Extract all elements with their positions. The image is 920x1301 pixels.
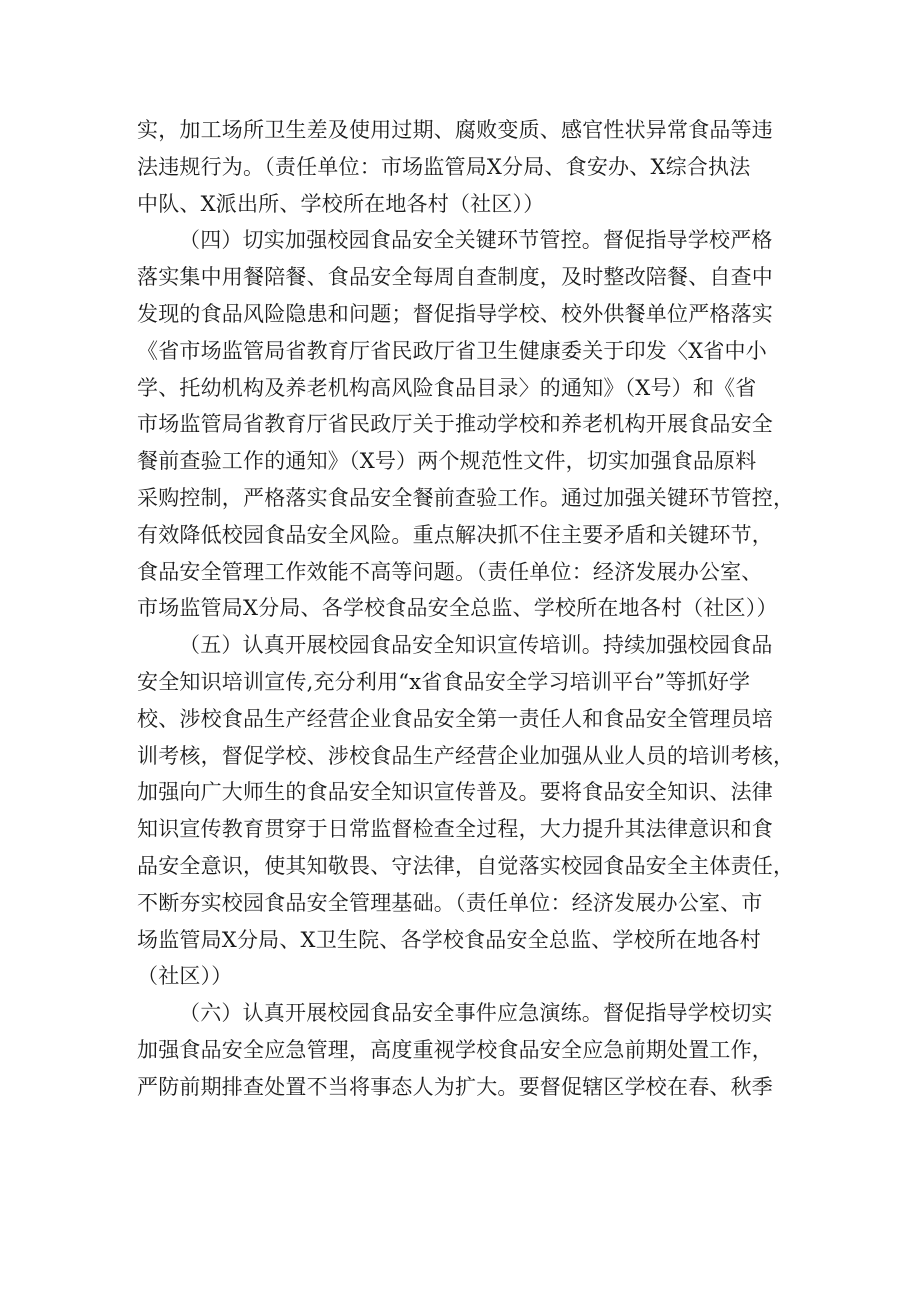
document-body — [137, 112, 809, 1106]
text-line: 采购控制，严格落实食品安全餐前查验工作。通过加强关键环节管控， — [137, 485, 795, 510]
text-line: 场监管局X分局、X卫生院、各学校食品安全总监、学校所在地各村 — [137, 927, 761, 952]
text-line: 餐前查验工作的通知》（X号）两个规范性文件，切实加强食品原料 — [137, 449, 757, 474]
text-line: 食品安全管理工作效能不高等问题。（责任单位：经济发展办公室、 — [137, 559, 763, 584]
text-line: 加强食品安全应急管理，高度重视学校食品安全应急前期处置工作， — [137, 1037, 773, 1062]
text-line: 发现的食品风险隐患和问题；督促指导学校、校外供餐单位严格落实 — [137, 301, 773, 326]
text-line: 落实集中用餐陪餐、食品安全每周自查制度，及时整改陪餐、自查中 — [137, 265, 773, 290]
paragraph-first-line: （六）认真开展校园食品安全事件应急演练。督促指导学校切实 — [179, 1001, 773, 1026]
text-line: 有效降低校园食品安全风险。重点解决抓不住主要矛盾和关键环节， — [137, 522, 773, 547]
text-line: 市场监管局X分局、各学校食品安全总监、学校所在地各村（社区）） — [137, 596, 778, 621]
text-line: （社区）） — [137, 964, 233, 989]
paragraph-first-line: （四）切实加强校园食品安全关键环节管控。督促指导学校严格 — [179, 228, 773, 253]
text-line: 严防前期排查处置不当将事态人为扩大。要督促辖区学校在春、秋季 — [137, 1074, 773, 1099]
text-line: 校、涉校食品生产经营企业食品安全第一责任人和食品安全管理员培 — [137, 706, 773, 731]
text-line: 法违规行为。（责任单位：市场监管局X分局、食安办、X综合执法 — [137, 154, 751, 179]
text-line: 实，加工场所卫生差及使用过期、腐败变质、感官性状异常食品等违 — [137, 118, 773, 142]
text-line: 训考核，督促学校、涉校食品生产经营企业加强从业人员的培训考核， — [137, 743, 795, 768]
text-line: 学、托幼机构及养老机构高风险食品目录〉的通知》（X号）和《省 — [137, 375, 757, 400]
paragraph-first-line: （五）认真开展校园食品安全知识宣传培训。持续加强校园食品 — [179, 633, 773, 658]
text-line: 加强向广大师生的食品安全知识宣传普及。要将食品安全知识、法律 — [137, 780, 773, 805]
text-line: 知识宣传教育贯穿于日常监督检查全过程，大力提升其法律意识和食 — [137, 817, 773, 842]
text-line: 品安全意识，使其知敬畏、守法律，自觉落实校园食品安全主体责任， — [137, 853, 795, 878]
text-line: 安全知识培训宣传,充分利用“x省食品安全学习培训平台”等抓好学 — [137, 669, 751, 694]
text-line: 中队、X派出所、学校所在地各村（社区）） — [137, 191, 545, 216]
text-line: 不断夯实校园食品安全管理基础。（责任单位：经济发展办公室、市 — [137, 890, 763, 915]
text-line: 市场监管局省教育厅省民政厅关于推动学校和养老机构开展食品安全 — [137, 412, 773, 437]
text-line: 《省市场监管局省教育厅省民政厅省卫生健康委关于印发〈X省中小 — [137, 338, 767, 363]
